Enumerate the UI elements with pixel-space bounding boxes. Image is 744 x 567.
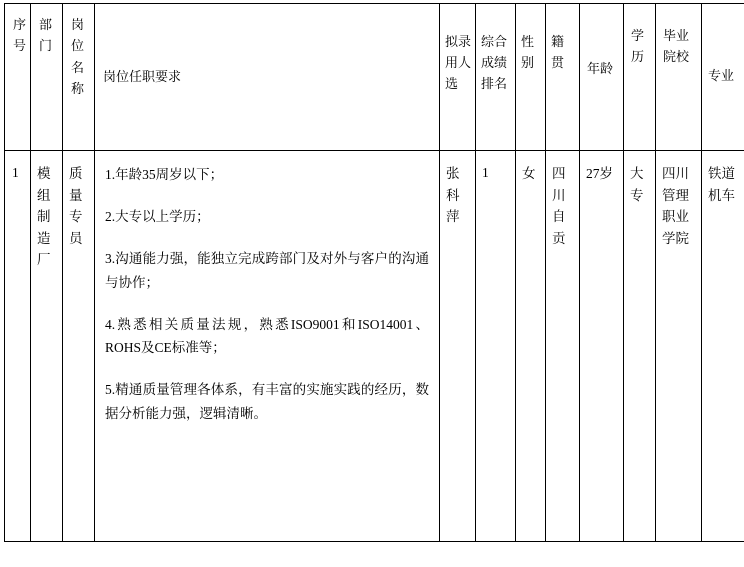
requirement-item: 3.沟通能力强，能独立完成跨部门及对外与客户的沟通与协作； [105, 247, 429, 293]
table-header-row [5, 4, 744, 151]
header-label-age: 年龄 [580, 4, 623, 84]
header-cell-dept [31, 4, 63, 151]
header-cell-sex [516, 4, 546, 151]
cell-seq [5, 151, 31, 542]
requirement-item: 1.年龄35周岁以下； [105, 163, 429, 186]
requirement-item: 2.大专以上学历； [105, 205, 429, 228]
header-label-education: 学历 [624, 4, 655, 74]
cell-major [702, 151, 744, 542]
header-label-origin: 籍贯 [546, 4, 579, 78]
header-label-requirements: 岗位任职要求 [95, 4, 439, 95]
header-cell-age [580, 4, 624, 151]
cell-dept [31, 151, 63, 542]
header-cell-seq [5, 4, 31, 151]
header-label-seq: 序号 [5, 4, 30, 65]
value-age: 27岁 [580, 151, 623, 190]
value-school: 四川管理职业学院 [656, 151, 701, 254]
header-cell-education [624, 4, 656, 151]
recruitment-table [4, 3, 744, 542]
header-label-school: 毕业院校 [656, 4, 701, 74]
cell-requirements [95, 151, 440, 542]
header-label-major: 专业 [702, 4, 744, 92]
header-cell-candidate [440, 4, 476, 151]
value-education: 大专 [624, 151, 655, 211]
table-row [5, 151, 744, 542]
value-score-rank: 1 [476, 151, 515, 189]
value-dept: 模组制造厂 [31, 151, 62, 276]
document-page [0, 3, 744, 567]
requirements-list [95, 151, 439, 435]
header-label-candidate: 拟录用人选 [440, 4, 475, 98]
value-seq: 1 [5, 151, 30, 189]
header-cell-school [656, 4, 702, 151]
header-label-post: 岗位名称 [63, 4, 94, 108]
header-cell-major [702, 4, 744, 151]
header-cell-score-rank [476, 4, 516, 151]
value-sex: 女 [516, 151, 545, 190]
value-post: 质量专员 [63, 151, 94, 254]
requirement-item: 4.熟悉相关质量法规，熟悉ISO9001和ISO14001、ROHS及CE标准等； [105, 313, 429, 359]
cell-origin [546, 151, 580, 542]
cell-education [624, 151, 656, 542]
value-candidate: 张科萍 [440, 151, 475, 233]
cell-candidate [440, 151, 476, 542]
header-cell-requirements [95, 4, 440, 151]
header-label-sex: 性别 [516, 4, 545, 78]
header-label-dept: 部门 [31, 4, 62, 65]
cell-score-rank [476, 151, 516, 542]
header-cell-origin [546, 4, 580, 151]
cell-post [63, 151, 95, 542]
requirement-item: 5.精通质量管理各体系，有丰富的实施实践的经历，数据分析能力强，逻辑清晰。 [105, 378, 429, 424]
header-label-score-rank: 综合成绩排名 [476, 4, 515, 98]
cell-sex [516, 151, 546, 542]
value-origin: 四川自贡 [546, 151, 579, 254]
cell-age [580, 151, 624, 542]
header-cell-post [63, 4, 95, 151]
cell-school [656, 151, 702, 542]
value-major: 铁道机车 [702, 151, 744, 211]
